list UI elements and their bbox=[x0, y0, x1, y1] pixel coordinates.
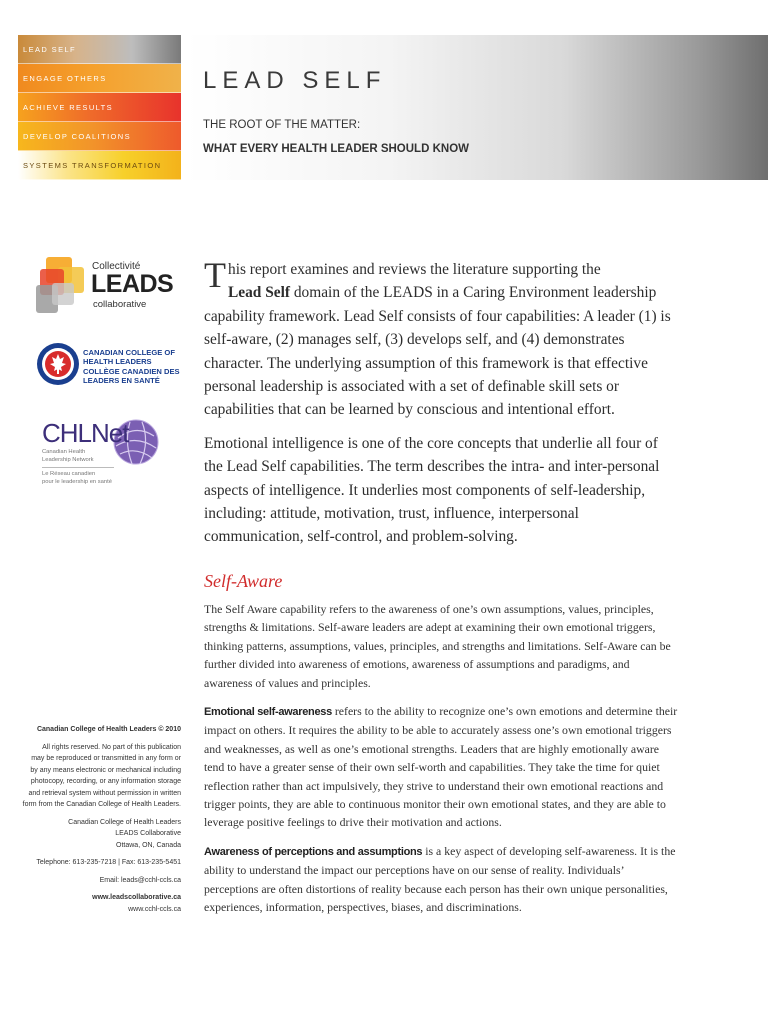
ccchl-logo-line2: HEALTH LEADERS bbox=[83, 357, 152, 366]
footer-website-link[interactable]: www.cchl-ccls.ca bbox=[128, 905, 181, 913]
publication-footer bbox=[6, 724, 181, 915]
paragraph-lead-in: Awareness of perceptions and assumptions bbox=[204, 845, 423, 858]
footer-address-line: LEADS Collaborative bbox=[115, 830, 181, 837]
header-band bbox=[185, 35, 768, 180]
footer-website-link[interactable]: www.leadscollaborative.ca bbox=[92, 894, 181, 901]
leads-logo-collectivite: Collectivité bbox=[92, 261, 141, 272]
section-paragraph bbox=[204, 842, 680, 917]
footer-rights-line: form from the Canadian College of Health Leaders. bbox=[22, 801, 181, 808]
section-paragraph bbox=[204, 702, 680, 832]
main-content bbox=[204, 255, 680, 926]
chlnet-logo-line4: pour le leadership en santé bbox=[42, 479, 112, 485]
chlnet-logo-line3: Le Réseau canadien bbox=[42, 471, 96, 477]
footer-phone: Telephone: 613-235-7218 | Fax: 613-235-5451 bbox=[36, 859, 181, 866]
nav-item-engage-others[interactable]: ENGAGE OTHERS bbox=[18, 64, 181, 93]
leads-logo bbox=[36, 255, 176, 319]
paragraph-text: refers to the ability to recognize one’s own emotions and determine their impact on others. It requires the ability to be able to accurately assess one’s own emotional triggers and weaknesses, as well as one’s emotional strengths. Leaders that are highly emotionally aware tend to have a greater sense of their own self-worth and capabilities. They take the time for quiet reflection rather than act impulsively, they strive to understand their own emotional reactions and trigger points, they are able to continuous monitor their own emotional states, and they are able to leverage positive feelings to drive their motivation and actions. bbox=[204, 703, 678, 830]
nav-item-achieve-results[interactable]: ACHIEVE RESULTS bbox=[18, 93, 181, 122]
page-title: LEAD SELF bbox=[203, 67, 387, 94]
footer-rights-line: and retrieval system without permission in written bbox=[28, 789, 181, 797]
page-subtitle-bold: WHAT EVERY HEALTH LEADER SHOULD KNOW bbox=[203, 143, 469, 155]
footer-address-line: Ottawa, ON, Canada bbox=[116, 841, 181, 849]
footer-rights-line: photocopy, recording, or any information storage bbox=[30, 778, 181, 785]
footer-address-line: Canadian College of Health Leaders bbox=[68, 818, 181, 826]
footer-rights-line: may be reproduced or transmitted in any form or bbox=[31, 755, 181, 762]
page-subtitle: THE ROOT OF THE MATTER: bbox=[203, 119, 361, 131]
leads-mark-icon bbox=[36, 255, 96, 319]
footer-copyright: Canadian College of Health Leaders © 2010 bbox=[36, 726, 181, 733]
chlnet-logo-word: CHLNet bbox=[42, 418, 129, 448]
chlnet-logo-line1: Canadian Health bbox=[42, 449, 86, 455]
chlnet-divider bbox=[42, 467, 114, 468]
drop-cap: T bbox=[204, 255, 226, 295]
nav-item-systems-transformation[interactable]: SYSTEMS TRANSFORMATION bbox=[18, 151, 181, 180]
footer-rights-line: All rights reserved. No part of this publication bbox=[42, 743, 181, 751]
nav-item-lead-self[interactable]: LEAD SELF bbox=[18, 35, 181, 64]
paragraph-text: is a key aspect of developing self-awareness. It is the ability to understand the impact our perceptions have on our sense of reality. Individuals’ perceptions are often distortions of reality because each person has their own unique personalities, experiences, information, perspectives, biases, and discriminations. bbox=[204, 843, 676, 914]
paragraph-lead-in: Emotional self-awareness bbox=[204, 705, 332, 718]
intro-bold-term: Lead Self bbox=[228, 284, 290, 302]
ccchl-logo-line1: CANADIAN COLLEGE OF bbox=[83, 348, 175, 357]
footer-email-link[interactable]: Email: leads@cchl-ccls.ca bbox=[99, 876, 181, 884]
section-nav bbox=[18, 35, 181, 180]
leads-logo-collaborative: collaborative bbox=[93, 299, 147, 310]
footer-rights-line: by any means electronic or mechanical including bbox=[30, 766, 181, 774]
ccchl-logo-line4: LEADERS EN SANTÉ bbox=[83, 376, 160, 385]
intro-paragraph bbox=[204, 255, 680, 422]
intro-text-rest: domain of the LEADS in a Caring Environment leadership capability framework. Lead Self consists of four capabilities: A leader (1) is self-aware, (2) manages self, (3) develops self, and (4) demonstrates character. The underlying assumption of this framework is that effective personal leadership is associated with a set of definable skill sets or capabilities that can be learned by conscious and intentional effort. bbox=[204, 284, 671, 419]
intro-text-start: his report examines and reviews the literature supporting the bbox=[228, 261, 601, 278]
intro-paragraph-2: Emotional intelligence is one of the core concepts that underlie all four of the Lead Self capabilities. The term describes the intra- and inter-personal aspects of intelligence. It underlies most components of self-leadership, including: attitude, motivation, trust, influence, interpersonal communication, self-control, and problem-solving. bbox=[204, 434, 660, 546]
section-paragraph: The Self Aware capability refers to the awareness of one’s own assumptions, values, principles, strengths & limitations. Self-aware leaders are adept at examining their own emotional triggers, thinking patterns, assumptions, values, principles, and strengths and limitations. Self-Aware can be further divided into awareness of emotions, awareness of assumptions and paradigms, and awareness of values and principles. bbox=[204, 601, 671, 690]
leads-logo-word: LEADS bbox=[91, 270, 174, 298]
chlnet-logo bbox=[40, 418, 170, 493]
maple-leaf-seal-icon bbox=[36, 342, 80, 386]
chlnet-logo-line2: Leadership Network bbox=[42, 457, 94, 463]
ccchl-logo-line3: COLLÈGE CANADIEN DES bbox=[83, 367, 180, 376]
ccchl-logo bbox=[36, 340, 180, 392]
section-heading: Self-Aware bbox=[204, 570, 283, 591]
nav-item-develop-coalitions[interactable]: DEVELOP COALITIONS bbox=[18, 122, 181, 151]
